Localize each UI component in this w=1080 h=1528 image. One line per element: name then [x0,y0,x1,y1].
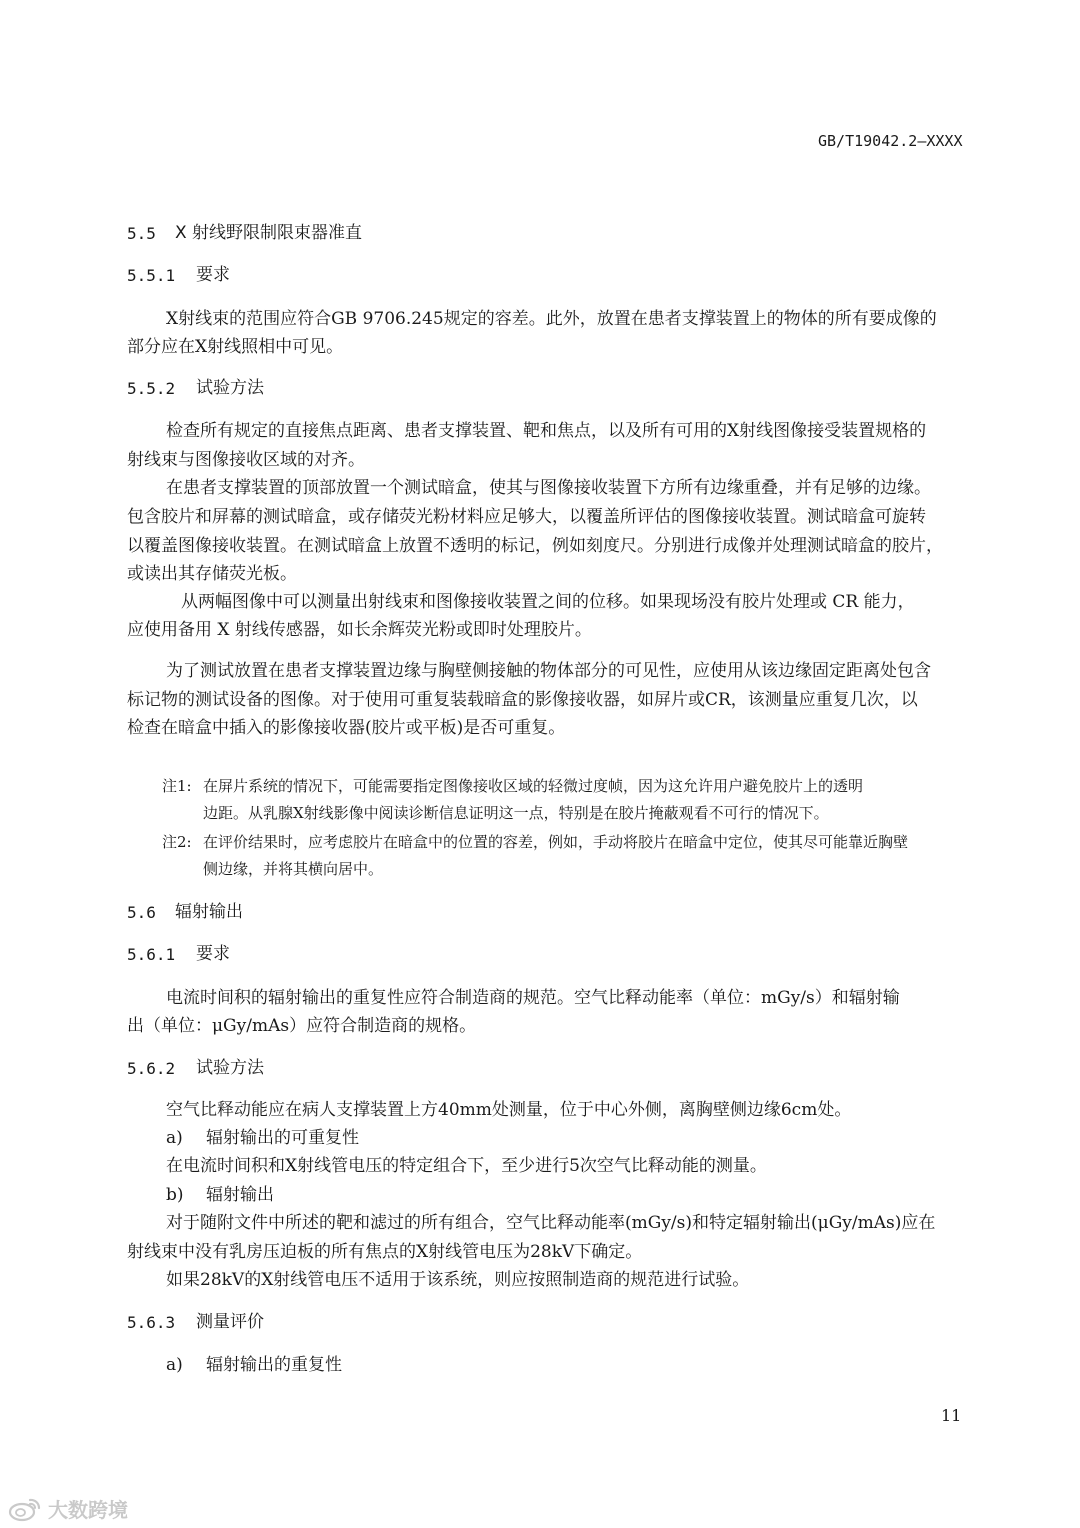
paragraph-line: 从两幅图像中可以测量出射线束和图像接收装置之间的位移。如果现场没有胶片处理或 CR 能力， [181,592,915,612]
paragraph-line: 空气比释动能应在病人支撑装置上方40mm处测量，位于中心外侧，离胸壁侧边缘6cm处。 [166,1100,852,1120]
section-5-6-number: 5.6 [127,903,156,922]
note-1-label: 注1: [162,777,192,795]
paragraph-line: 以覆盖图像接收装置。在测试暗盒上放置不透明的标记，例如刻度尺。分别进行成像并处理测试暗盒的胶片， [127,536,943,556]
note-line: 边距。从乳腺X射线影像中阅读诊断信息证明这一点，特别是在胶片掩蔽观看不可行的情况下。 [203,804,829,822]
section-5-6-3-number: 5.6.3 [127,1313,176,1332]
section-5-5-1-title: 要求 [196,265,230,285]
weibo-logo-icon [8,1496,42,1522]
paragraph-line: 或读出其存储荧光板。 [127,564,297,584]
paragraph-line: 射线束中没有乳房压迫板的所有焦点的X射线管电压为28kV下确定。 [127,1242,643,1262]
paragraph-line: 在患者支撑装置的顶部放置一个测试暗盒，使其与图像接收装置下方所有边缘重叠，并有足够的边缘。 [166,478,931,498]
watermark-text: 大数跨境 [48,1498,128,1522]
section-5-6-3-title: 测量评价 [196,1312,264,1332]
note-line: 侧边缘，并将其横向居中。 [203,860,384,878]
paragraph-line: 如果28kV的X射线管电压不适用于该系统，则应按照制造商的规范进行试验。 [166,1270,750,1290]
list-marker: b) [166,1185,184,1205]
paragraph-line: 在电流时间积和X射线管电压的特定组合下，至少进行5次空气比释动能的测量。 [166,1156,767,1176]
list-marker: a) [166,1355,183,1375]
paragraph-line: 出（单位：μGy/mAs）应符合制造商的规格。 [127,1016,477,1036]
note-line: 在屏片系统的情况下，可能需要指定图像接收区域的轻微过度帧，因为这允许用户避免胶片上的透明 [203,777,864,795]
list-item: 辐射输出 [206,1185,274,1205]
paragraph-line: 标记物的测试设备的图像。对于使用可重复装载暗盒的影像接收器，如屏片或CR，该测量应重复几次，以 [127,690,918,710]
paragraph-line: 应使用备用 X 射线传感器，如长余辉荧光粉或即时处理胶片。 [127,620,592,640]
paragraph-line: 电流时间积的辐射输出的重复性应符合制造商的规范。空气比释动能率（单位：mGy/s）和辐射输 [166,988,900,1008]
section-5-5-title: X 射线野限制限束器准直 [175,223,363,243]
paragraph-line: 为了测试放置在患者支撑装置边缘与胸壁侧接触的物体部分的可见性，应使用从该边缘固定距离处包含 [166,661,931,681]
section-5-5-1-number: 5.5.1 [127,266,176,285]
paragraph-line: X射线束的范围应符合GB 9706.245规定的容差。此外，放置在患者支撑装置上的物体的所有要成像的 [166,309,937,329]
paragraph-line: 检查在暗盒中插入的影像接收器(胶片或平板)是否可重复。 [127,718,566,738]
list-item: 辐射输出的可重复性 [206,1128,359,1148]
standard-code: GB/T19042.2—XXXX [818,132,963,150]
section-5-6-1-title: 要求 [196,944,230,964]
paragraph-line: 包含胶片和屏幕的测试暗盒，或存储荧光粉材料应足够大，以覆盖所评估的图像接收装置。测试暗盒可旋转 [127,507,926,527]
list-item: 辐射输出的重复性 [206,1355,342,1375]
section-5-5-2-title: 试验方法 [196,378,264,398]
paragraph-line: 检查所有规定的直接焦点距离、患者支撑装置、靶和焦点，以及所有可用的X射线图像接受装置规格的 [166,421,927,441]
section-5-5-2-number: 5.5.2 [127,379,176,398]
note-line: 在评价结果时，应考虑胶片在暗盒中的位置的容差，例如，手动将胶片在暗盒中定位，使其尽可能靠近胸壁 [203,833,909,851]
section-5-5-number: 5.5 [127,224,156,243]
page-number: 11 [941,1406,962,1425]
section-5-6-2-number: 5.6.2 [127,1059,176,1078]
section-5-6-title: 辐射输出 [175,902,243,922]
paragraph-line: 对于随附文件中所述的靶和滤过的所有组合，空气比释动能率(mGy/s)和特定辐射输出(μGy/mAs)应在 [166,1213,936,1233]
watermark [8,1494,128,1523]
note-2-label: 注2: [162,833,192,851]
section-5-6-2-title: 试验方法 [196,1058,264,1078]
paragraph-line: 射线束与图像接收区域的对齐。 [127,450,365,470]
section-5-6-1-number: 5.6.1 [127,945,176,964]
list-marker: a) [166,1128,183,1148]
paragraph-line: 部分应在X射线照相中可见。 [127,337,344,357]
